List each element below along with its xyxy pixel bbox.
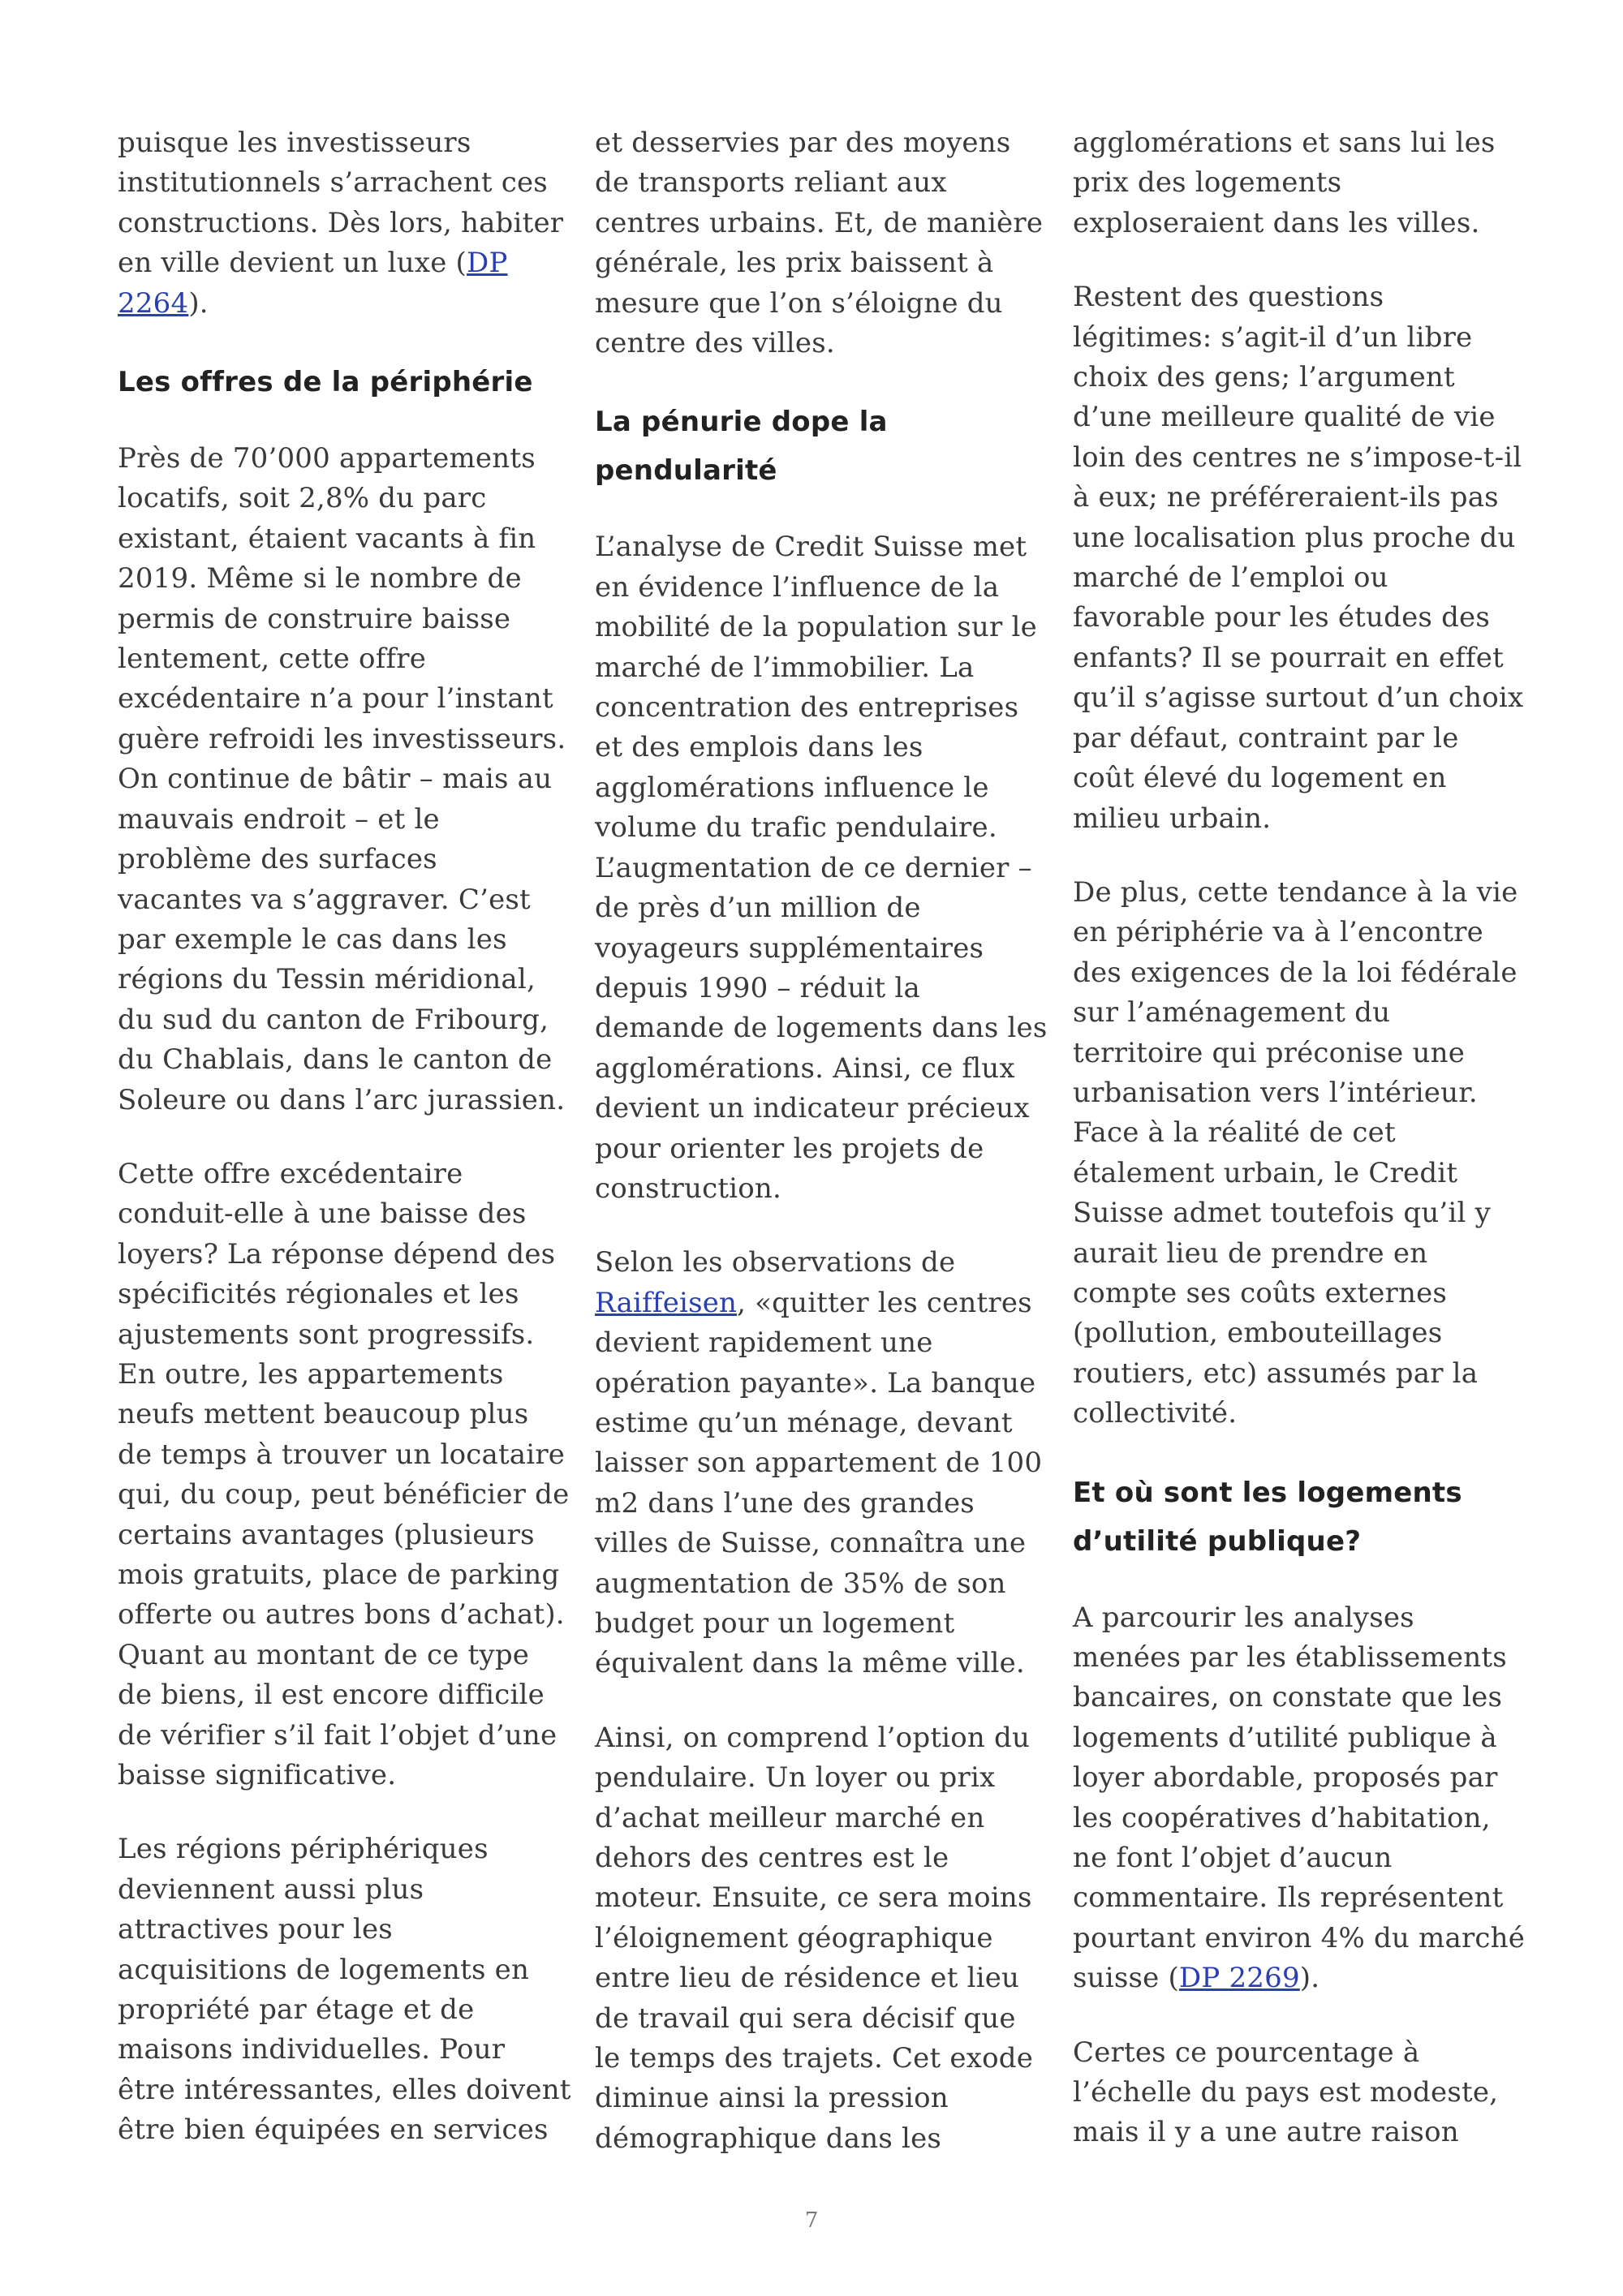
paragraph: et desservies par des moyens de transports reliant aux centres urbains. Et, de manière générale, les prix baissent à mesure que l’on s’éloigne du centre des villes. [595,127,1044,360]
paragraph: agglomérations et sans lui les prix des logements exploseraient dans les villes. [1073,127,1496,239]
paragraph: Les régions périphériques deviennent aussi plus attractives pour les acquisitions de logements en propriété par étage et de maisons individuelles. Pour être intéressantes, elles doivent être bien équipées en services [118,1833,571,2147]
paragraph: L’analyse de Credit Suisse met en évidence l’influence de la mobilité de la population sur le marché de l’immobilier. La concentration des entreprises et des emplois dans les agglomérations influence le volume du trafic pendulaire. L’augmentation de ce dernier – de près d’un million de voyageurs supplémentaires depuis 1990 – réduit la demande de logements dans les agglomérations. Ainsi, ce flux devient un indicateur précieux pour orienter les projets de construction. [595,531,1048,1205]
column-2 [595,123,1053,2193]
paragraph: Cette offre excédentaire conduit-elle à une baisse des loyers? La réponse dépend des spécificités régionales et les ajustements sont progressifs. En outre, les appartements neufs mettent beaucoup plus de temps à trouver un locataire qui, du coup, peut bénéficier de certains avantages (plusieurs mois gratuits, place de parking offerte ou autres bons d’achat). Quant au montant de ce type de biens, il est encore difficile de vérifier s’il fait l’objet d’une baisse significative. [118,1157,570,1792]
paragraph: De plus, cette tendance à la vie en périphérie va à l’encontre des exigences de la loi fédérale sur l’aménagement du territoire qui préconise une urbanisation vers l’intérieur. Face à la réalité de cet étalement urbain, le Credit Suisse admet toutefois qu’il y aurait lieu de prendre en compte ses coûts externes (pollution, embouteillages routiers, etc) assumés par la collectivité. [1073,875,1518,1430]
paragraph: A parcourir les analyses menées par les établissements bancaires, on constate que les logements d’utilité publique à loyer abordable, proposés par les coopératives d’habitation, ne font l’objet d’aucun commentaire. Ils représentent pourtant environ 4% du marché suisse (DP 2269). [1073,1601,1526,1995]
paragraph: Certes ce pourcentage à l’échelle du pays est modeste, mais il y a une autre raison [1073,2036,1499,2149]
link-dp-2269[interactable]: DP 2269 [1178,1962,1300,1995]
section-heading: Les offres de la périphérie [118,366,533,399]
paragraph: Ainsi, on comprend l’option du pendulaire. Un loyer ou prix d’achat meilleur marché en dehors des centres est le moteur. Ensuite, ce sera moins l’éloignement géographique entre lieu de résidence et lieu de travail qui sera décisif que le temps des trajets. Cet exode diminue ainsi la pression démographique dans les [595,1721,1034,2155]
section-heading: Et où sont les logements d’utilité publique? [1073,1476,1462,1558]
paragraph: puisque les investisseurs institutionnels s’arrachent ces constructions. Dès lors, habiter en ville devient un luxe (DP 2264). [118,127,564,320]
column-3 [1073,123,1531,2187]
paragraph: Près de 70’000 appartements locatifs, soit 2,8% du parc existant, étaient vacants à fin 2019. Même si le nombre de permis de construire baisse lentement, cette offre excédentaire n’a pour l’instant guère refroidi les investisseurs. On continue de bâtir – mais au mauvais endroit – et le problème des surfaces vacantes va s’aggraver. C’est par exemple le cas dans les régions du Tessin méridional, du sud du canton de Fribourg, du Chablais, dans le canton de Soleure ou dans l’arc jurassien. [118,442,566,1116]
page-number: 7 [804,2208,819,2233]
paragraph: Selon les observations de Raiffeisen, «quitter les centres devient rapidement une opération payante». La banque estime qu’un ménage, devant laisser son appartement de 100 m2 dans l’une des grandes villes de Suisse, connaîtra une augmentation de 35% de son budget pour un logement équivalent dans la même ville. [595,1246,1043,1680]
link-raiffeisen[interactable]: Raiffeisen [595,1286,738,1319]
column-1 [118,123,576,2185]
paragraph: Restent des questions légitimes: s’agit-il d’un libre choix des gens; l’argument d’une meilleure qualité de vie loin des centres ne s’impose-t-il à eux; ne préféreraient-ils pas une localisation plus proche du marché de l’emploi ou favorable pour les études des enfants? Il se pourrait en effet qu’il s’agisse surtout d’un choix par défaut, contraint par le coût élevé du logement en milieu urbain. [1073,281,1524,835]
section-heading: La pénurie dope la pendularité [595,406,888,488]
link-dp-2264[interactable]: DP 2264 [118,247,508,320]
